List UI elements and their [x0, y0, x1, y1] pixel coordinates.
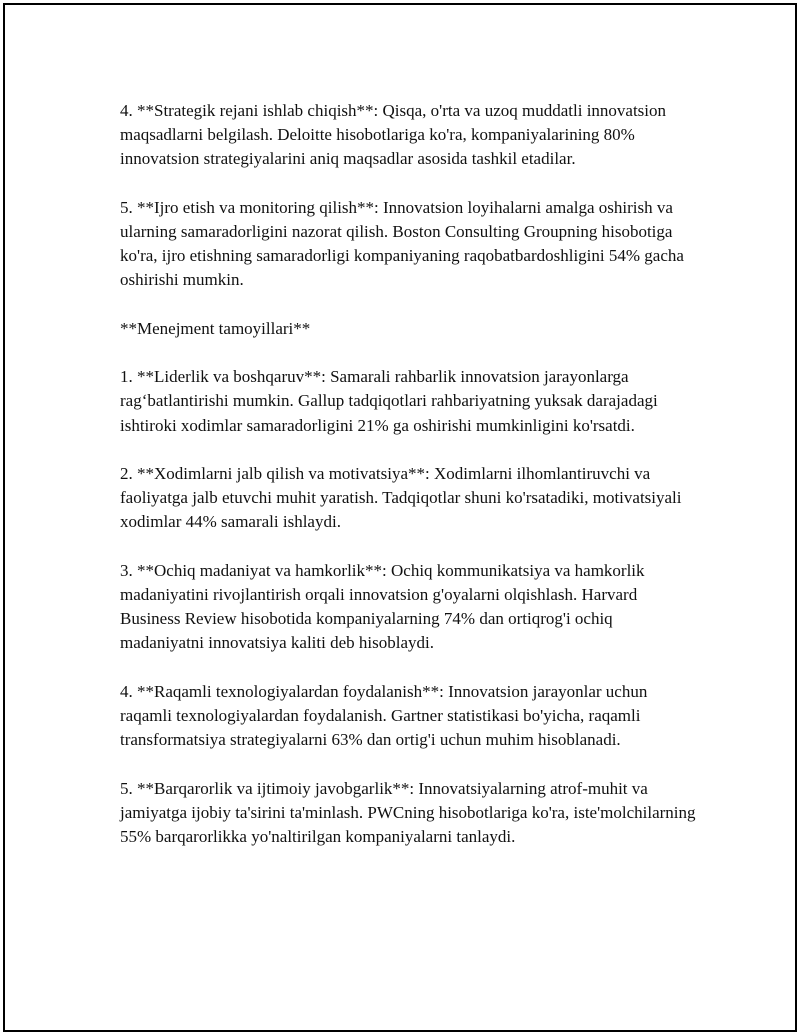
paragraph-open-culture: 3. **Ochiq madaniyat va hamkorlik**: Ochiq kommunikatsiya va hamkorlik madaniyatini rivojlantirish orqali innovatsion g'oyalarni olqishlash. Harvard Business Review hisobotida kompaniyalarning 74% dan ortiqrog'i ochiq madaniyatni innovatsiya kaliti deb hisoblaydi. [120, 560, 645, 653]
paragraph-execution-monitoring: 5. **Ijro etish va monitoring qilish**: Innovatsion loyihalarni amalga oshirish va ularning samaradorligini nazorat qilish. Boston Consulting Groupning hisobotiga ko'ra, ijro etishning samaradorligi kompaniyaning raqobatbardoshligini 54% gacha oshirishi mumkin. [120, 197, 684, 290]
document-page [3, 3, 797, 1032]
paragraph-strategic-plan: 4. **Strategik rejani ishlab chiqish**: Qisqa, o'rta va uzoq muddatli innovatsion maqsadlarni belgilash. Deloitte hisobotlariga ko'ra, kompaniyalarining 80% innovatsion strategiyalarini aniq maqsadlar asosida tashkil etadilar. [120, 101, 667, 169]
paragraph-leadership: 1. **Liderlik va boshqaruv**: Samarali rahbarlik innovatsion jarayonlarga rag‘batlantirishi mumkin. Gallup tadqiqotlari rahbariyatning yuksak darajadagi ishtiroki xodimlar samaradorligini 21% ga oshirishi mumkinligini ko'rsatdi. [120, 367, 658, 435]
paragraph-sustainability: 5. **Barqarorlik va ijtimoiy javobgarlik**: Innovatsiyalarning atrof-muhit va jamiyatga ijobiy ta'sirini ta'minlash. PWCning hisobotlariga ko'ra, iste'molchilarning 55% barqarorlikka yo'naltirilgan kompaniyalarni tanlaydi. [120, 778, 696, 846]
section-heading-management-principles: **Menejment tamoyillari** [120, 318, 311, 338]
paragraph-digital-technologies: 4. **Raqamli texnologiyalardan foydalanish**: Innovatsion jarayonlar uchun raqamli texnologiyalardan foydalanish. Gartner statistikasi bo'yicha, raqamli transformatsiya strategiyalarni 63% dan ortig'i uchun muhim hisoblanadi. [120, 681, 648, 750]
paragraph-employee-motivation: 2. **Xodimlarni jalb qilish va motivatsiya**: Xodimlarni ilhomlantiruvchi va faoliyatga jalb etuvchi muhit yaratish. Tadqiqotlar shuni ko'rsatadiki, motivatsiyali xodimlar 44% samarali ishlaydi. [120, 463, 682, 532]
document-body [120, 99, 700, 849]
